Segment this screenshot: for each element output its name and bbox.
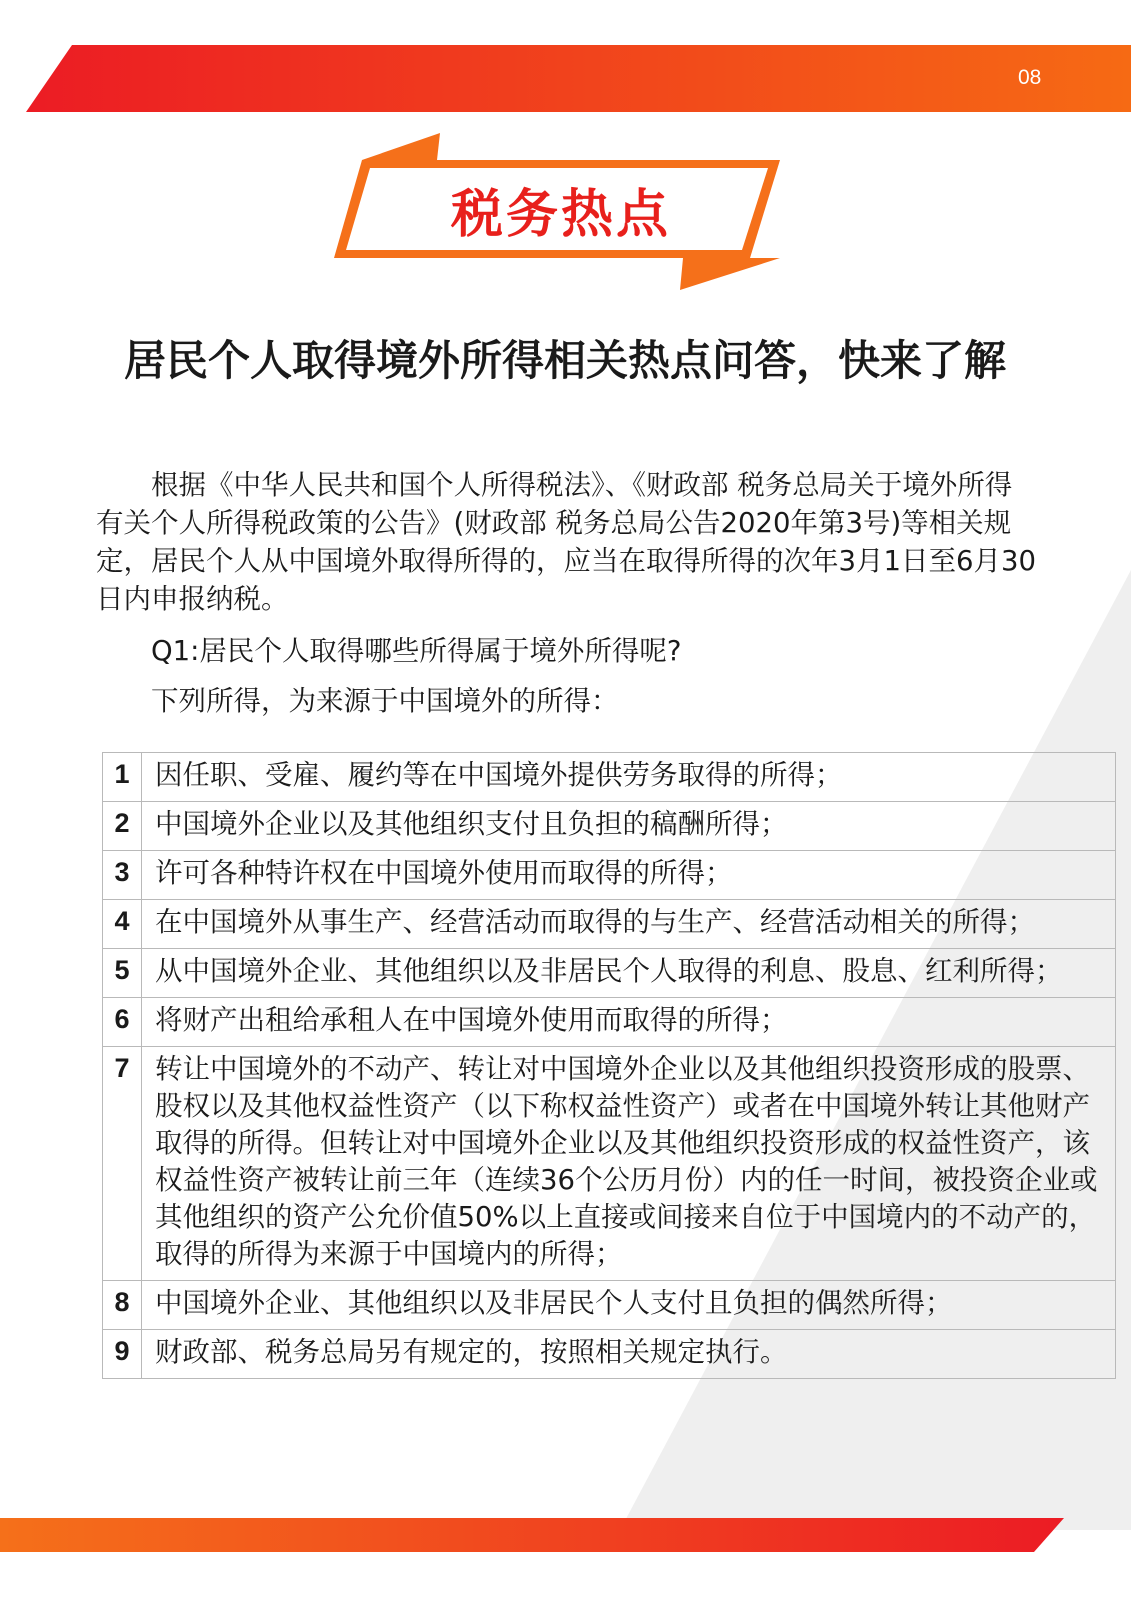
row-number: 2 — [103, 802, 142, 851]
table-row — [103, 1281, 1116, 1330]
table-row — [103, 900, 1116, 949]
list-lead-text: 下列所得，为来源于中国境外的所得： — [151, 685, 619, 717]
row-text: 许可各种特许权在中国境外使用而取得的所得； — [142, 851, 1116, 900]
row-text: 转让中国境外的不动产、转让对中国境外企业以及其他组织投资形成的股票、股权以及其他权益性资产（以下称权益性资产）或者在中国境外转让其他财产取得的所得。但转让对中国境外企业以及其他组织投资形成的权益性资产，该权益性资产被转让前三年（连续36个公历月份）内的任一时间，被投资企业或其他组织的资产公允价值50%以上直接或间接来自位于中国境内的不动产的，取得的所得为来源于中国境内的所得； — [142, 1047, 1116, 1281]
row-text: 将财产出租给承租人在中国境外使用而取得的所得； — [142, 998, 1116, 1047]
row-number: 8 — [103, 1281, 142, 1330]
row-number: 1 — [103, 753, 142, 802]
row-text: 中国境外企业、其他组织以及非居民个人支付且负担的偶然所得； — [142, 1281, 1116, 1330]
row-text: 从中国境外企业、其他组织以及非居民个人取得的利息、股息、红利所得； — [142, 949, 1116, 998]
table-row — [103, 949, 1116, 998]
row-number: 4 — [103, 900, 142, 949]
section-badge-label: 税务热点 — [450, 185, 671, 245]
table-row — [103, 1330, 1116, 1379]
row-text: 因任职、受雇、履约等在中国境外提供劳务取得的所得； — [142, 753, 1116, 802]
question-q1: Q1:居民个人取得哪些所得属于境外所得呢? — [151, 635, 682, 667]
article-title: 居民个人取得境外所得相关热点问答，快来了解 — [123, 336, 1006, 385]
foreign-income-table — [102, 752, 1116, 1379]
table-row — [103, 1047, 1116, 1281]
row-number: 9 — [103, 1330, 142, 1379]
table-row — [103, 851, 1116, 900]
header-banner — [26, 45, 1131, 112]
row-text: 中国境外企业以及其他组织支付且负担的稿酬所得； — [142, 802, 1116, 851]
page-number: 08 — [1018, 66, 1042, 89]
row-number: 6 — [103, 998, 142, 1047]
row-number: 7 — [103, 1047, 142, 1281]
table-row — [103, 753, 1116, 802]
intro-paragraph: 根据《中华人民共和国个人所得税法》、《财政部 税务总局关于境外所得有关个人所得税政策的公告》(财政部 税务总局公告2020年第3号)等相关规定，居民个人从中国境外取得所得的，应当在取得所得的次年3月1日至6月30日内申报纳税。 — [96, 469, 1036, 615]
row-text: 财政部、税务总局另有规定的，按照相关规定执行。 — [142, 1330, 1116, 1379]
row-number: 5 — [103, 949, 142, 998]
row-text: 在中国境外从事生产、经营活动而取得的与生产、经营活动相关的所得； — [142, 900, 1116, 949]
footer-banner — [0, 1518, 1064, 1552]
row-number: 3 — [103, 851, 142, 900]
table-row — [103, 802, 1116, 851]
table-row — [103, 998, 1116, 1047]
